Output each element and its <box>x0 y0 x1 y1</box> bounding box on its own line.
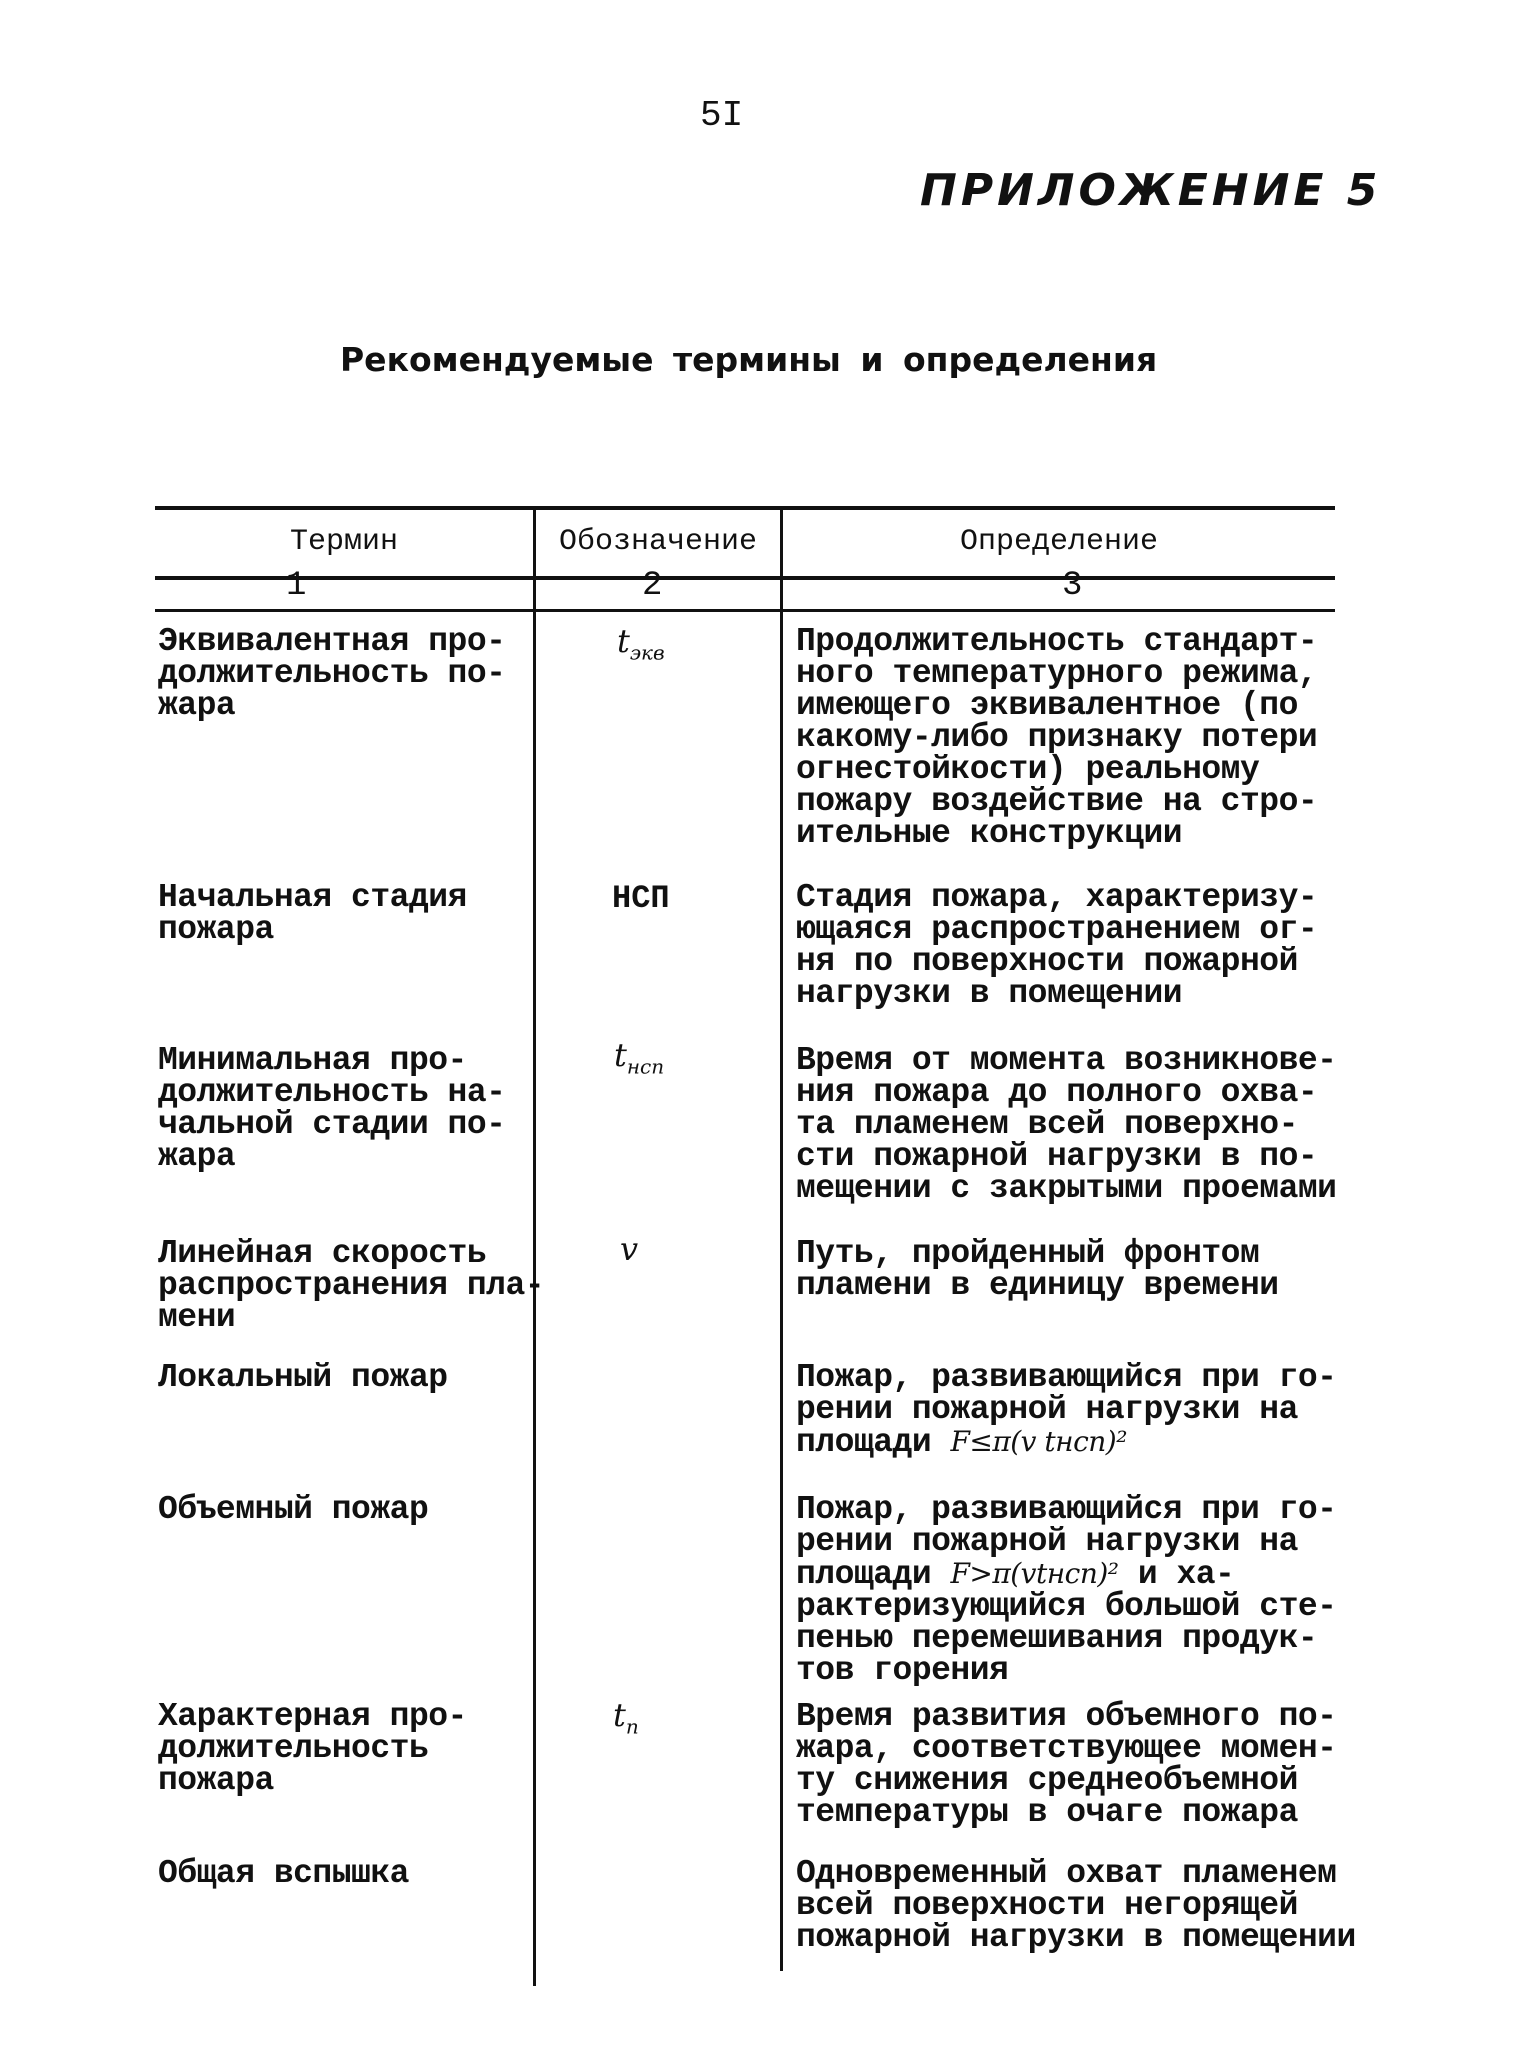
header-definition: Определение <box>959 525 1159 559</box>
column-number-1: 1 <box>286 567 307 605</box>
column-number-2: 2 <box>642 567 663 605</box>
term-flame-speed: Линейная скорость распространения пла- мени <box>158 1235 545 1336</box>
table-top-rule <box>155 506 1335 510</box>
term-minimal-initial-duration: Минимальная про- должительность на- чальной стадии по- жара <box>158 1042 506 1175</box>
symbol-t-ekv: $t_{экв}$ <box>617 622 665 665</box>
column-divider-2 <box>780 506 783 1971</box>
definition-characteristic-duration: Время развития объемного по- жара, соответствующее момен- ту снижения среднеобъемной температуры в очаге пожара <box>796 1698 1337 1831</box>
symbol-t-p: $t_п$ <box>613 1696 639 1739</box>
formula-local-fire: F≤π(v tнсп)² <box>950 1425 1127 1458</box>
header-bottom-rule <box>155 576 1335 580</box>
symbol-v: v <box>620 1230 639 1268</box>
colnum-bottom-rule <box>155 609 1335 612</box>
term-equivalent-duration: Эквивалентная про- должительность по- жара <box>158 623 506 724</box>
column-number-3: 3 <box>1062 567 1083 605</box>
term-flashover: Общая вспышка <box>158 1855 409 1892</box>
term-initial-stage: Начальная стадия пожара <box>158 879 467 948</box>
symbol-t-nsp: $t_{нсп}$ <box>614 1036 665 1079</box>
page-number: 5I <box>700 95 744 136</box>
term-volumetric-fire: Объемный пожар <box>158 1491 429 1528</box>
definition-flame-speed: Путь, пройденный фронтом пламени в единицу времени <box>796 1235 1279 1304</box>
header-term: Термин <box>289 525 399 559</box>
definition-minimal-initial-duration: Время от момента возникнове- ния пожара до полного охва- та пламенем всей поверхно- сти пожарной нагрузки в по- мещении с закрытыми проемами <box>796 1042 1337 1207</box>
appendix-title: ПРИЛОЖЕНИЕ 5 <box>920 165 1382 216</box>
formula-volumetric-fire: F>π(vtнсп)² <box>950 1557 1119 1590</box>
symbol-nsp: НСП <box>612 880 670 917</box>
header-symbol: Обозначение <box>558 525 758 559</box>
definition-local-fire: Пожар, развивающийся при го- рении пожарной нагрузки на площади F≤π(v tнсп)² <box>796 1359 1337 1461</box>
term-local-fire: Локальный пожар <box>158 1359 448 1396</box>
definition-initial-stage: Стадия пожара, характеризу- ющаяся распространением ог- ня по поверхности пожарной нагрузки в помещении <box>796 879 1318 1012</box>
document-title: Рекомендуемые термины и определения <box>340 340 1158 379</box>
definition-flashover: Одновременный охват пламенем всей поверхности негорящей пожарной нагрузки в помещении <box>796 1855 1356 1956</box>
definition-volumetric-fire: Пожар, развивающийся при го- рении пожарной нагрузки на площади F>π(vtнсп)² и ха- рактеризующийся большой сте- пенью перемешивания продук- тов горения <box>796 1491 1337 1689</box>
definition-equivalent-duration: Продолжительность стандарт- ного температурного режима, имеющего эквивалентное (по какому-либо признаку потери огнестойкости) реальному пожару воздействие на стро- ительные конструкции <box>796 623 1318 852</box>
term-characteristic-duration: Характерная про- должительность пожара <box>158 1698 467 1799</box>
